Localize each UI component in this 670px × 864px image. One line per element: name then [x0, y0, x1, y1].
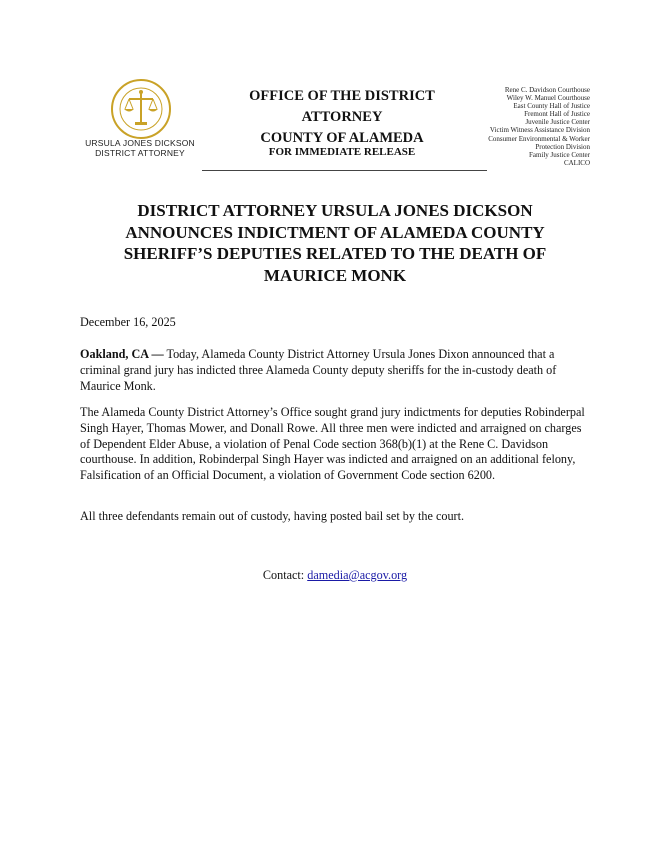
headline-line: ANNOUNCES INDICTMENT OF ALAMEDA COUNTY — [125, 222, 545, 242]
location-item: Victim Witness Assistance Division — [489, 126, 590, 135]
headline-line: MAURICE MONK — [263, 265, 407, 285]
release-label: FOR IMMEDIATE RELEASE — [268, 146, 416, 158]
headline-line: SHERIFF’S DEPUTIES RELATED TO THE DEATH OF — [123, 244, 547, 263]
location-item: East County Hall of Justice — [513, 102, 590, 111]
paragraph-1 — [80, 347, 592, 394]
paragraph-3: All three defendants remain out of custody, having posted bail set by the court. — [80, 509, 465, 523]
dateline: Oakland, CA — — [80, 347, 164, 361]
location-item: Family Justice Center — [528, 150, 590, 159]
location-item: Protection Division — [535, 142, 590, 151]
location-item: Juvenile Justice Center — [525, 118, 590, 127]
letterhead — [80, 78, 590, 196]
location-item: Rene C. Davidson Courthouse — [504, 86, 590, 94]
contact-label: Contact: — [262, 568, 308, 582]
office-title — [208, 86, 476, 149]
district-attorney-name-block — [80, 138, 200, 158]
contact-line — [80, 568, 590, 583]
location-item: Consumer Environmental & Worker — [488, 134, 590, 143]
location-item: Fremont Hall of Justice — [524, 110, 590, 119]
headline-line: DISTRICT ATTORNEY URSULA JONES DICKSON — [137, 201, 533, 220]
location-item: CALICO — [563, 158, 590, 167]
press-release-headline — [80, 200, 590, 286]
scales-of-justice-seal-icon — [110, 78, 172, 140]
office-locations-list — [460, 86, 590, 167]
paragraph-1-text: Today, Alameda County District Attorney Ursula Jones Dixon announced that a criminal grand jury has indicted three Alameda County deputy sheriffs for the in-custody death of Maurice Monk. — [80, 347, 557, 393]
office-line-1: OFFICE OF THE DISTRICT ATTORNEY — [249, 88, 435, 125]
release-date: December 16, 2025 — [80, 315, 176, 329]
office-line-2: COUNTY OF ALAMEDA — [260, 130, 424, 146]
letterhead-divider — [202, 170, 487, 171]
da-title: DISTRICT ATTORNEY — [95, 148, 185, 158]
contact-email-link[interactable]: damedia@acgov.org — [307, 568, 408, 582]
paragraph-2: The Alameda County District Attorney’s Office sought grand jury indictments for deputies Robinderpal Singh Hayer, Thomas Mower, and Donall Rowe. All three men were indicted and arraigned on charges of Dependent Elder Abuse, a violation of Penal Code section 368(b)(1) at the Rene C. Davidson courthouse. In addition, Robinderpal Singh Hayer was indicted and arraigned on an additional felony, Falsification of an Official Document, a violation of Government Code section 6200. — [80, 405, 585, 483]
da-name: URSULA JONES DICKSON — [85, 138, 195, 148]
location-item: Wiley W. Manuel Courthouse — [506, 94, 590, 103]
